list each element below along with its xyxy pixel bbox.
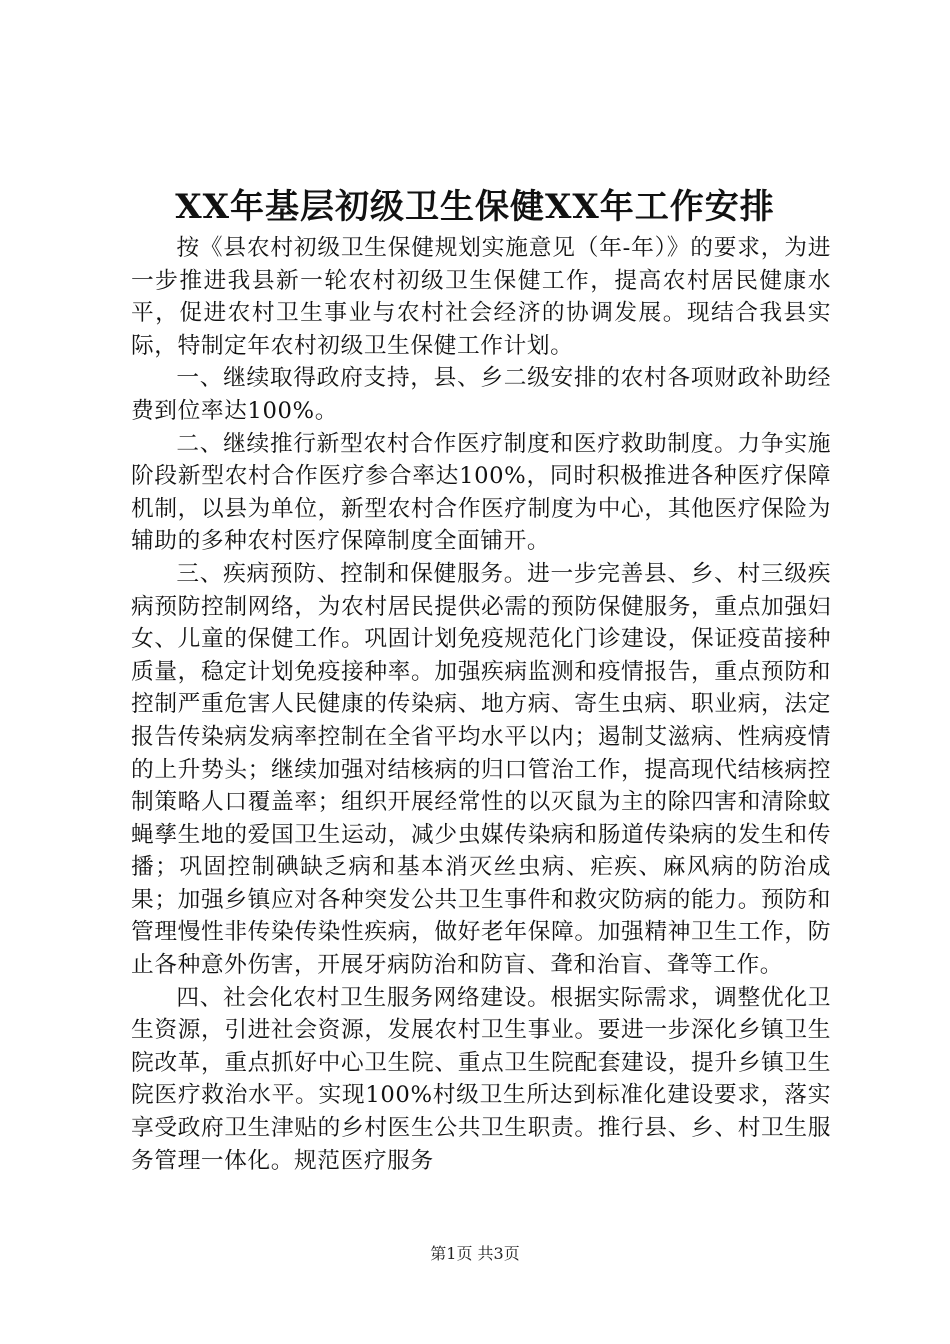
page-number-footer: 第1页 共3页 <box>430 1244 520 1263</box>
paragraph-intro: 按《县农村初级卫生保健规划实施意见（年-年）》的要求，为进一步推进我县新一轮农村初级卫生保健工作，提高农村居民健康水平，促进农村卫生事业与农村社会经济的协调发展。现结合我县实际，特制定年农村初级卫生保健工作计划。 <box>131 235 831 359</box>
paragraph-item-4: 四、社会化农村卫生服务网络建设。根据实际需求，调整优化卫生资源，引进社会资源，发展农村卫生事业。要进一步深化乡镇卫生院改革，重点抓好中心卫生院、重点卫生院配套建设，提升乡镇卫生院医疗救治水平。实现100%村级卫生所达到标准化建设要求，落实享受政府卫生津贴的乡村医生公共卫生职责。推行县、乡、村卫生服务管理一体化。规范医疗服务 <box>131 984 831 1174</box>
paragraph-item-1: 一、继续取得政府支持，县、乡二级安排的农村各项财政补助经费到位率达100%。 <box>131 365 831 424</box>
page-title: XX年基层初级卫生保健XX年工作安排 <box>175 187 775 227</box>
paragraph-item-2: 二、继续推行新型农村合作医疗制度和医疗救助制度。力争实施阶段新型农村合作医疗参合率达100%，同时积极推进各种医疗保障机制，以县为单位，新型农村合作医疗制度为中心，其他医疗保险为辅助的多种农村医疗保障制度全面铺开。 <box>131 430 831 555</box>
document-body <box>131 232 831 1177</box>
paragraph-item-3: 三、疾病预防、控制和保健服务。进一步完善县、乡、村三级疾病预防控制网络，为农村居民提供必需的预防保健服务，重点加强妇女、儿童的保健工作。巩固计划免疫规范化门诊建设，保证疫苗接种质量，稳定计划免疫接种率。加强疾病监测和疫情报告，重点预防和控制严重危害人民健康的传染病、地方病、寄生虫病、职业病，法定报告传染病发病率控制在全省平均水平以内；遏制艾滋病、性病疫情的上升势头；继续加强对结核病的归口管治工作，提高现代结核病控制策略人口覆盖率；组织开展经常性的以灭鼠为主的除四害和清除蚊蝇孳生地的爱国卫生运动，减少虫媒传染病和肠道传染病的发生和传播；巩固控制碘缺乏病和基本消灭丝虫病、疟疾、麻风病的防治成果；加强乡镇应对各种突发公共卫生事件和救灾防病的能力。预防和管理慢性非传染传染性疾病，做好老年保障。加强精神卫生工作，防止各种意外伤害，开展牙病防治和防盲、聋和治盲、聋等工作。 <box>131 560 831 979</box>
